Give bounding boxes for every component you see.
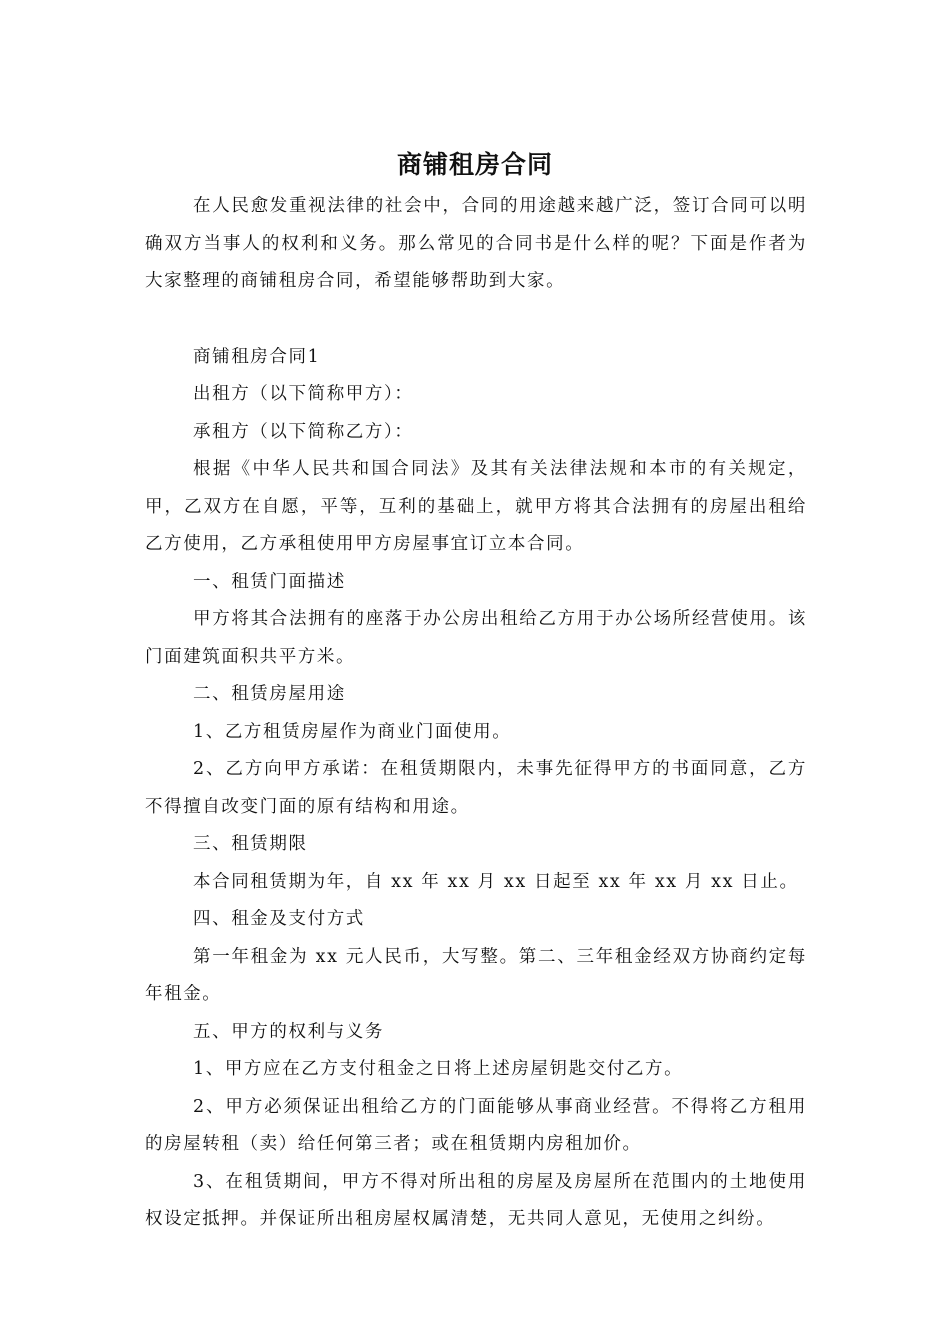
section-5-item-3: 3、在租赁期间，甲方不得对所出租的房屋及房屋所在范围内的土地使用权设定抵押。并保证所出租房屋权属清楚，无共同人意见，无使用之纠纷。 [145, 1171, 807, 1229]
section-2-item-2: 2、乙方向甲方承诺：在租赁期限内，未事先征得甲方的书面同意，乙方不得擅自改变门面的原有结构和用途。 [145, 759, 807, 817]
section-heading-3: 三、租赁期限 [193, 834, 308, 854]
section-heading-2: 二、租赁房屋用途 [193, 684, 346, 704]
section-3-paragraph: 本合同租赁期为年，自 xx 年 xx 月 xx 日起至 xx 年 xx 月 xx 日止。 [193, 871, 799, 892]
document-title: 商铺租房合同 [396, 149, 553, 179]
section-5-item-1: 1、甲方应在乙方支付租金之日将上述房屋钥匙交付乙方。 [193, 1059, 684, 1079]
section-heading-5: 五、甲方的权利与义务 [193, 1021, 384, 1042]
section-5-item-2: 2、甲方必须保证出租给乙方的门面能够从事商业经营。不得将乙方租用的房屋转租（卖）给任何第三者；或在租赁期内房租加价。 [145, 1096, 807, 1154]
section-4-paragraph: 第一年租金为 xx 元人民币，大写整。第二、三年租金经双方协商约定每年租金。 [145, 946, 807, 1004]
section-heading-1: 一、租赁门面描述 [193, 571, 346, 592]
section-2-item-1: 1、乙方租赁房屋作为商业门面使用。 [193, 721, 512, 742]
preamble-paragraph: 根据《中华人民共和国合同法》及其有关法律法规和本市的有关规定，甲，乙双方在自愿，平等，互利的基础上，就甲方将其合法拥有的房屋出租给乙方使用，乙方承租使用甲方房屋事宜订立本合同。 [145, 459, 807, 554]
section-heading-4: 四、租金及支付方式 [193, 909, 365, 929]
lessee-line: 承租方（以下简称乙方）： [193, 421, 414, 442]
section-1-paragraph: 甲方将其合法拥有的座落于办公房出租给乙方用于办公场所经营使用。该门面建筑面积共平方米。 [145, 609, 807, 667]
lessor-line: 出租方（以下简称甲方）： [193, 384, 414, 404]
document-body [145, 188, 807, 1239]
contract-subtitle: 商铺租房合同1 [193, 346, 321, 367]
intro-paragraph: 在人民愈发重视法律的社会中，合同的用途越来越广泛，签订合同可以明确双方当事人的权利和义务。那么常见的合同书是什么样的呢？下面是作者为大家整理的商铺租房合同，希望能够帮助到大家。 [145, 196, 807, 291]
